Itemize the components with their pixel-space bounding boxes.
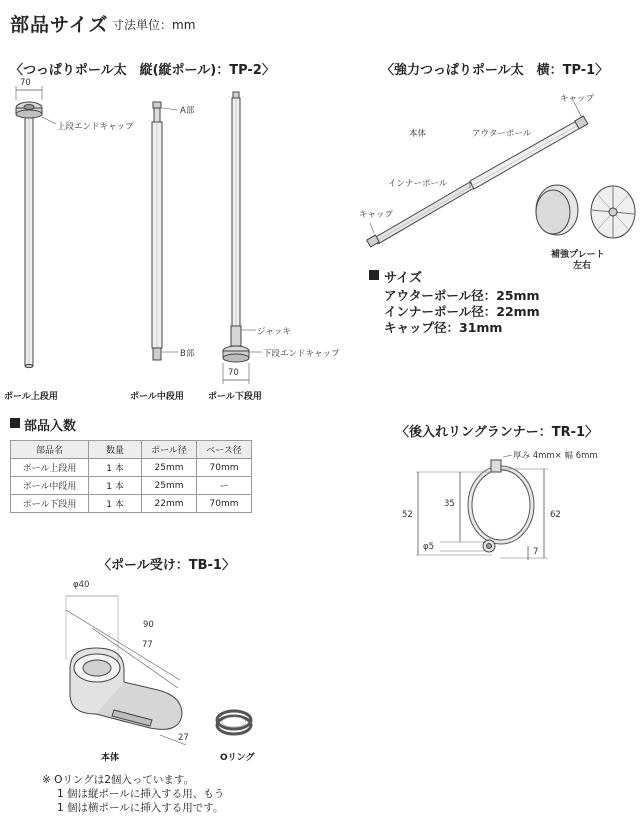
dim-7: 7: [533, 547, 539, 557]
cell: 70mm: [197, 459, 252, 477]
parts-heading: 部品入数: [24, 419, 77, 434]
dim-90: 90: [143, 620, 154, 630]
caption-pole-upper: ポール上段用: [4, 392, 58, 402]
cell: 1 本: [89, 459, 142, 477]
caption-pole-lower: ポール下段用: [208, 392, 262, 402]
dim-phi5: φ5: [423, 542, 435, 552]
dim-77: 77: [142, 640, 153, 650]
cell: ー: [197, 477, 252, 495]
label-plate-sub: 左右: [573, 261, 592, 271]
sizes-heading-bullet: [369, 270, 379, 280]
label-cap-top: キャップ: [560, 94, 595, 104]
footnote-line-1: ※ Oリングは2個入っています。: [42, 774, 195, 786]
table-row: [11, 495, 252, 513]
footnote-line-3: 1 個は横ポールに挿入する用です。: [57, 802, 224, 814]
footnote-line-2: 1 個は縦ポールに挿入する用、もう: [57, 788, 225, 800]
col-base-dia: ベース径: [197, 441, 252, 459]
tp1-title: 〈強力つっぱりポール太 横：TP-1〉: [381, 63, 609, 78]
dim-62: 62: [550, 510, 561, 520]
table-row: [11, 459, 252, 477]
cell: ポール下段用: [11, 495, 89, 513]
dim-52: 52: [402, 510, 413, 520]
dim-27: 27: [178, 733, 189, 743]
o-ring-drawing: [217, 711, 251, 734]
table-header-row: [11, 441, 252, 459]
cell: 25mm: [142, 459, 197, 477]
size-outer: アウターポール径：25mm: [384, 288, 540, 303]
tr1-title: 〈後入れリングランナー：TR-1〉: [396, 425, 599, 440]
label-holder-body: 本体: [101, 753, 120, 763]
cell: 22mm: [142, 495, 197, 513]
unit-note: 寸法単位：mm: [112, 18, 196, 32]
dim-35: 35: [444, 499, 455, 509]
cell: 1 本: [89, 477, 142, 495]
dim-bottom-70: 70: [228, 368, 239, 378]
col-pole-dia: ポール径: [142, 441, 197, 459]
cell: 70mm: [197, 495, 252, 513]
label-body: 本体: [409, 129, 427, 139]
label-b-part: B部: [180, 349, 195, 359]
lower-pole-drawing: [223, 92, 262, 384]
caption-pole-middle: ポール中段用: [130, 392, 184, 402]
col-part-name: 部品名: [11, 441, 89, 459]
label-lower-end-cap: 下段エンドキャップ: [263, 349, 340, 359]
cell: 1 本: [89, 495, 142, 513]
label-cap-bottom: キャップ: [359, 210, 394, 220]
dim-phi40: φ40: [73, 580, 90, 590]
parts-table: [10, 440, 252, 513]
label-jack: ジャッキ: [257, 327, 291, 337]
pole-holder-drawing: [66, 596, 186, 745]
ring-runner-drawing: [416, 455, 548, 560]
label-o-ring: Oリング: [220, 753, 255, 763]
label-inner-pole: インナーポール: [388, 179, 448, 189]
size-cap: キャップ径：31mm: [384, 320, 503, 335]
parts-heading-bullet: [10, 418, 20, 428]
cell: ポール上段用: [11, 459, 89, 477]
table-row: [11, 477, 252, 495]
size-inner: インナーポール径：22mm: [384, 304, 540, 319]
cell: 25mm: [142, 477, 197, 495]
label-upper-end-cap: 上段エンドキャップ: [57, 122, 134, 132]
reinforcement-plate-drawing: [536, 185, 635, 238]
col-qty: 数量: [89, 441, 142, 459]
cell: ポール中段用: [11, 477, 89, 495]
label-reinforcement-plate: 補強プレート: [551, 250, 605, 260]
label-outer-pole: アウターポール: [472, 129, 532, 139]
tp2-title: 〈つっぱりポール太 縦(縦ポール)：TP-2〉: [10, 63, 275, 78]
middle-pole-drawing: [152, 102, 178, 360]
dim-top-70: 70: [20, 78, 31, 88]
tb1-title: 〈ポール受け：TB-1〉: [98, 558, 235, 573]
page-title: 部品サイズ: [10, 14, 109, 36]
upper-pole-drawing: [16, 86, 56, 368]
ring-thickness-note: 厚み 4mm× 幅 6mm: [513, 451, 598, 461]
sizes-heading: サイズ: [384, 271, 422, 286]
label-a-part: A部: [180, 106, 195, 116]
